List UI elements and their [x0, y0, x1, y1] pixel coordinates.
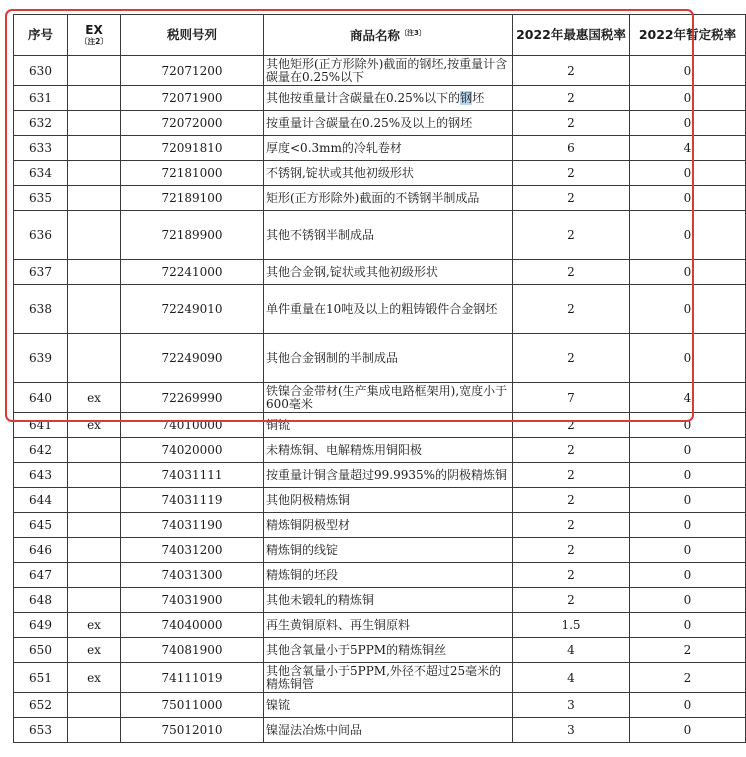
header-mfn-rate: 2022年最惠国税率	[513, 15, 630, 56]
mfn-rate-cell: 2	[513, 211, 630, 260]
mfn-rate-cell: 2	[513, 86, 630, 111]
mfn-rate-cell: 2	[513, 161, 630, 186]
code-cell: 74081900	[121, 638, 264, 663]
code-cell: 75011000	[121, 693, 264, 718]
seq-cell: 632	[14, 111, 68, 136]
code-cell: 74031900	[121, 588, 264, 613]
mfn-rate-cell: 2	[513, 463, 630, 488]
mfn-rate-cell: 4	[513, 638, 630, 663]
ex-cell	[68, 513, 121, 538]
name-cell: 精炼铜阴极型材	[264, 513, 513, 538]
table-row	[14, 693, 746, 718]
seq-cell: 644	[14, 488, 68, 513]
code-cell: 74111019	[121, 663, 264, 693]
name-cell: 不锈钢,锭状或其他初级形状	[264, 161, 513, 186]
mfn-rate-cell: 6	[513, 136, 630, 161]
mfn-rate-cell: 2	[513, 538, 630, 563]
provisional-rate-cell: 0	[630, 718, 746, 743]
seq-cell: 635	[14, 186, 68, 211]
table-row	[14, 718, 746, 743]
provisional-rate-cell: 0	[630, 538, 746, 563]
code-cell: 75012010	[121, 718, 264, 743]
ex-cell	[68, 111, 121, 136]
ex-cell	[68, 588, 121, 613]
seq-cell: 630	[14, 56, 68, 86]
ex-cell: ex	[68, 663, 121, 693]
ex-cell	[68, 563, 121, 588]
name-cell: 按重量计含碳量在0.25%及以上的钢坯	[264, 111, 513, 136]
name-cell: 单件重量在10吨及以上的粗铸锻件合金钢坯	[264, 285, 513, 334]
table-row	[14, 638, 746, 663]
name-cell: 厚度<0.3mm的冷轧卷材	[264, 136, 513, 161]
name-cell: 其他合金钢,锭状或其他初级形状	[264, 260, 513, 285]
name-cell: 其他含氧量小于5PPM的精炼铜丝	[264, 638, 513, 663]
ex-cell: ex	[68, 383, 121, 413]
seq-cell: 646	[14, 538, 68, 563]
header-provisional-rate: 2022年暂定税率	[630, 15, 746, 56]
ex-cell: ex	[68, 413, 121, 438]
table-row	[14, 563, 746, 588]
name-cell: 再生黄铜原料、再生铜原料	[264, 613, 513, 638]
name-cell: 其他未锻轧的精炼铜	[264, 588, 513, 613]
table-row	[14, 538, 746, 563]
table-row	[14, 334, 746, 383]
code-cell: 72249010	[121, 285, 264, 334]
provisional-rate-cell: 0	[630, 488, 746, 513]
name-text: 坯	[472, 90, 485, 105]
seq-cell: 634	[14, 161, 68, 186]
code-cell: 72071900	[121, 86, 264, 111]
provisional-rate-cell: 0	[630, 438, 746, 463]
ex-cell	[68, 186, 121, 211]
name-text: 其他按重量计含碳量在0.25%以下的	[266, 90, 461, 105]
provisional-rate-cell: 0	[630, 613, 746, 638]
seq-cell: 633	[14, 136, 68, 161]
seq-cell: 642	[14, 438, 68, 463]
code-cell: 74020000	[121, 438, 264, 463]
ex-cell	[68, 463, 121, 488]
mfn-rate-cell: 4	[513, 663, 630, 693]
name-cell: 其他不锈钢半制成品	[264, 211, 513, 260]
provisional-rate-cell: 0	[630, 693, 746, 718]
provisional-rate-cell: 0	[630, 111, 746, 136]
table-row	[14, 186, 746, 211]
ex-cell	[68, 285, 121, 334]
header-ex-note: 〔注2〕	[80, 36, 108, 46]
seq-cell: 649	[14, 613, 68, 638]
table-row	[14, 211, 746, 260]
seq-cell: 651	[14, 663, 68, 693]
mfn-rate-cell: 2	[513, 260, 630, 285]
mfn-rate-cell: 2	[513, 588, 630, 613]
name-cell: 其他矩形(正方形除外)截面的钢坯,按重量计含碳量在0.25%以下	[264, 56, 513, 86]
provisional-rate-cell: 0	[630, 463, 746, 488]
seq-cell: 638	[14, 285, 68, 334]
ex-cell	[68, 488, 121, 513]
seq-cell: 631	[14, 86, 68, 111]
provisional-rate-cell: 0	[630, 260, 746, 285]
mfn-rate-cell: 2	[513, 563, 630, 588]
mfn-rate-cell: 2	[513, 488, 630, 513]
table-row	[14, 663, 746, 693]
name-cell: 矩形(正方形除外)截面的不锈钢半制成品	[264, 186, 513, 211]
provisional-rate-cell: 4	[630, 136, 746, 161]
name-cell: 按重量计铜含量超过99.9935%的阴极精炼铜	[264, 463, 513, 488]
code-cell: 72189100	[121, 186, 264, 211]
provisional-rate-cell: 0	[630, 86, 746, 111]
provisional-rate-cell: 4	[630, 383, 746, 413]
name-cell: 未精炼铜、电解精炼用铜阳极	[264, 438, 513, 463]
ex-cell	[68, 56, 121, 86]
mfn-rate-cell: 2	[513, 111, 630, 136]
mfn-rate-cell: 3	[513, 718, 630, 743]
code-cell: 74010000	[121, 413, 264, 438]
name-cell: 铜锍	[264, 413, 513, 438]
mfn-rate-cell: 2	[513, 513, 630, 538]
seq-cell: 636	[14, 211, 68, 260]
name-cell: 其他合金钢制的半制成品	[264, 334, 513, 383]
provisional-rate-cell: 0	[630, 413, 746, 438]
ex-cell	[68, 136, 121, 161]
name-cell: 镍湿法冶炼中间品	[264, 718, 513, 743]
seq-cell: 643	[14, 463, 68, 488]
table-row	[14, 56, 746, 86]
table-row	[14, 285, 746, 334]
mfn-rate-cell: 2	[513, 56, 630, 86]
mfn-rate-cell: 2	[513, 413, 630, 438]
seq-cell: 645	[14, 513, 68, 538]
provisional-rate-cell: 0	[630, 211, 746, 260]
code-cell: 74031300	[121, 563, 264, 588]
seq-cell: 648	[14, 588, 68, 613]
provisional-rate-cell: 0	[630, 56, 746, 86]
ex-cell	[68, 211, 121, 260]
header-ex-label: EX	[85, 22, 103, 37]
name-cell: 其他含氧量小于5PPM,外径不超过25毫米的精炼铜管	[264, 663, 513, 693]
mfn-rate-cell: 2	[513, 438, 630, 463]
provisional-rate-cell: 2	[630, 638, 746, 663]
header-ex	[68, 15, 121, 56]
mfn-rate-cell: 2	[513, 186, 630, 211]
code-cell: 74031190	[121, 513, 264, 538]
ex-cell	[68, 538, 121, 563]
code-cell: 74040000	[121, 613, 264, 638]
provisional-rate-cell: 2	[630, 663, 746, 693]
ex-cell	[68, 260, 121, 285]
provisional-rate-cell: 0	[630, 563, 746, 588]
table-row	[14, 613, 746, 638]
table-row	[14, 413, 746, 438]
header-code: 税则号列	[121, 15, 264, 56]
ex-cell: ex	[68, 638, 121, 663]
seq-cell: 653	[14, 718, 68, 743]
seq-cell: 647	[14, 563, 68, 588]
code-cell: 74031111	[121, 463, 264, 488]
provisional-rate-cell: 0	[630, 588, 746, 613]
name-cell: 镍锍	[264, 693, 513, 718]
header-name	[264, 15, 513, 56]
table-row	[14, 588, 746, 613]
table-row	[14, 136, 746, 161]
code-cell: 72071200	[121, 56, 264, 86]
table-row	[14, 488, 746, 513]
mfn-rate-cell: 2	[513, 334, 630, 383]
ex-cell	[68, 718, 121, 743]
name-cell: 铁镍合金带材(生产集成电路框架用),宽度小于600毫米	[264, 383, 513, 413]
selected-text: 钢	[460, 90, 473, 105]
name-cell: 精炼铜的线锭	[264, 538, 513, 563]
code-cell: 72072000	[121, 111, 264, 136]
code-cell: 72091810	[121, 136, 264, 161]
name-cell: 其他阴极精炼铜	[264, 488, 513, 513]
table-row	[14, 161, 746, 186]
provisional-rate-cell: 0	[630, 285, 746, 334]
name-cell: 精炼铜的坯段	[264, 563, 513, 588]
code-cell: 74031200	[121, 538, 264, 563]
provisional-rate-cell: 0	[630, 186, 746, 211]
code-cell: 74031119	[121, 488, 264, 513]
ex-cell	[68, 86, 121, 111]
seq-cell: 641	[14, 413, 68, 438]
table-row	[14, 111, 746, 136]
seq-cell: 652	[14, 693, 68, 718]
code-cell: 72189900	[121, 211, 264, 260]
header-name-note: 〔注3〕	[400, 29, 426, 38]
provisional-rate-cell: 0	[630, 334, 746, 383]
ex-cell	[68, 334, 121, 383]
provisional-rate-cell: 0	[630, 513, 746, 538]
table-row	[14, 513, 746, 538]
header-seq: 序号	[14, 15, 68, 56]
mfn-rate-cell: 2	[513, 285, 630, 334]
seq-cell: 650	[14, 638, 68, 663]
table-row	[14, 383, 746, 413]
table-row	[14, 438, 746, 463]
mfn-rate-cell: 3	[513, 693, 630, 718]
header-name-label: 商品名称	[350, 28, 401, 44]
table-row	[14, 260, 746, 285]
name-cell	[264, 86, 513, 111]
code-cell: 72249090	[121, 334, 264, 383]
code-cell: 72181000	[121, 161, 264, 186]
tariff-table	[13, 14, 746, 743]
code-cell: 72269990	[121, 383, 264, 413]
ex-cell	[68, 693, 121, 718]
ex-cell	[68, 438, 121, 463]
mfn-rate-cell: 1.5	[513, 613, 630, 638]
ex-cell	[68, 161, 121, 186]
header-row	[14, 15, 746, 56]
ex-cell: ex	[68, 613, 121, 638]
seq-cell: 639	[14, 334, 68, 383]
table-row	[14, 463, 746, 488]
seq-cell: 637	[14, 260, 68, 285]
mfn-rate-cell: 7	[513, 383, 630, 413]
seq-cell: 640	[14, 383, 68, 413]
code-cell: 72241000	[121, 260, 264, 285]
table-row	[14, 86, 746, 111]
provisional-rate-cell: 0	[630, 161, 746, 186]
